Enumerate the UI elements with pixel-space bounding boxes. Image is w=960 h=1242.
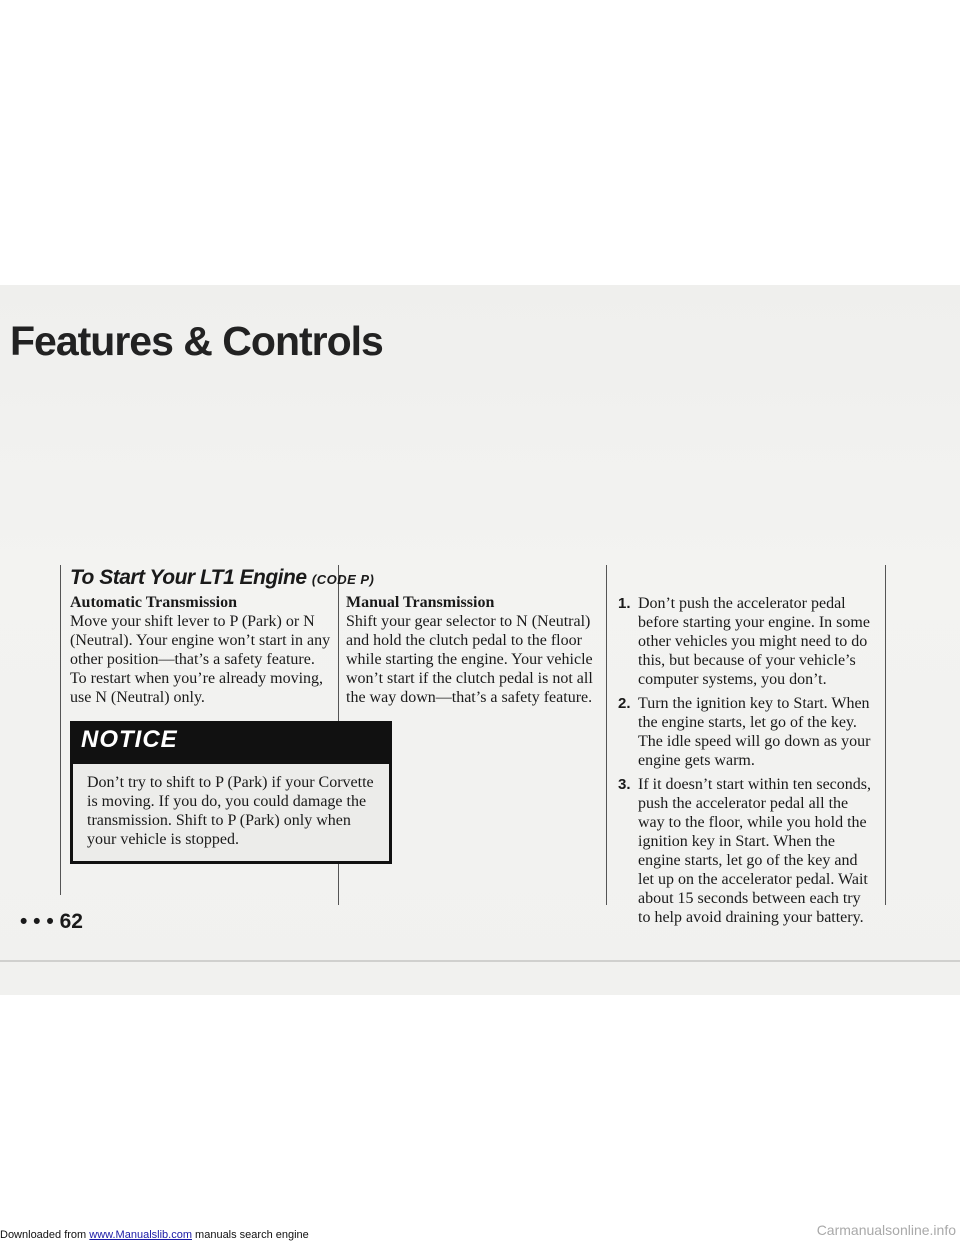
automatic-transmission-heading: Automatic Transmission (70, 594, 237, 611)
page-number (20, 910, 83, 934)
notice-box (70, 721, 392, 864)
step-text: If it doesn’t start within ten seconds, push the accelerator pedal all the way to the floor, while you hold the ignition key in Start. When the engine starts, let go of the key and let up on the accelerator pedal. Wait about 15 seconds between each try to help avoid draining your battery. (638, 776, 871, 926)
footer-suffix: manuals search engine (195, 1229, 309, 1241)
notice-title: NOTICE (73, 724, 389, 764)
manual-transmission-heading: Manual Transmission (346, 594, 495, 611)
watermark-text: Carmanualsonline.info (816, 1222, 956, 1238)
footer-prefix: Downloaded from (0, 1229, 87, 1241)
left-column (70, 566, 375, 864)
left-column-rule (60, 565, 61, 895)
notice-text: Don’t try to shift to P (Park) if your Corvette is moving. If you do, you could damage the transmission. Shift to P (Park) only when your vehicle is stopped. (87, 774, 374, 848)
page-number-dots: • • • (20, 910, 54, 933)
section-title: Features & Controls (10, 318, 383, 364)
right-column-right-rule (885, 565, 886, 905)
engine-start-heading (70, 566, 375, 589)
page-number-value: 62 (59, 910, 83, 933)
list-item (618, 775, 876, 927)
download-footer (0, 1229, 309, 1242)
step-number: 3. (618, 776, 631, 793)
step-text: Don’t push the accelerator pedal before starting your engine. In some other vehicles you might need to do this, but because of your vehicle’s computer systems, you don’t. (638, 595, 870, 688)
starting-steps-list (618, 594, 876, 927)
list-item (618, 594, 876, 689)
manual-transmission-text: Shift your gear selector to N (Neutral) and hold the clutch pedal to the floor while starting the engine. Your vehicle won’t start if the clutch pedal is not all the way down—that’s a safety feature. (346, 613, 593, 706)
scan-bottom-edge (0, 960, 960, 962)
step-number: 2. (618, 695, 631, 712)
list-item (618, 694, 876, 770)
middle-column (346, 593, 598, 707)
manualslib-link[interactable]: www.Manualslib.com (89, 1229, 192, 1241)
right-column-left-rule (606, 565, 607, 905)
step-text: Turn the ignition key to Start. When the engine starts, let go of the key. The idle speed will go down as your engine gets warm. (638, 695, 871, 769)
step-number: 1. (618, 595, 631, 612)
engine-start-heading-text: To Start Your LT1 Engine (70, 566, 307, 589)
right-column (618, 594, 876, 932)
engine-code-label: (CODE P) (311, 572, 375, 587)
automatic-transmission-text: Move your shift lever to P (Park) or N (Neutral). Your engine won’t start in any other position—that’s a safety feature. To restart when you’re already moving, use N (Neutral) only. (70, 613, 331, 706)
